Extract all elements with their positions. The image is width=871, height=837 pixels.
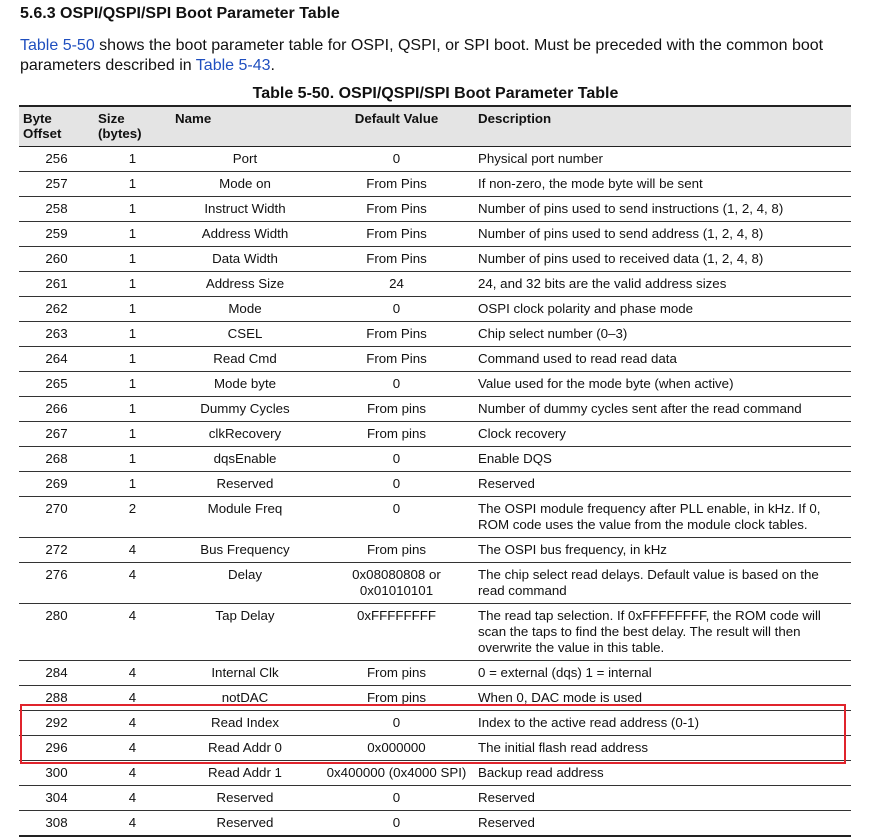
- section-heading: 5.6.3 OSPI/QSPI/SPI Boot Parameter Table: [20, 5, 340, 22]
- cell-offset: 256: [19, 147, 94, 172]
- cell-size: 4: [94, 711, 171, 736]
- cell-name: Module Freq: [171, 497, 319, 538]
- cell-size: 4: [94, 736, 171, 761]
- intro-text-2: .: [270, 57, 275, 74]
- cell-size: 4: [94, 786, 171, 811]
- table-row: [19, 786, 851, 811]
- cell-offset: 260: [19, 247, 94, 272]
- cell-default: From Pins: [319, 322, 474, 347]
- cell-name: Instruct Width: [171, 197, 319, 222]
- cell-name: Read Cmd: [171, 347, 319, 372]
- cell-description: Value used for the mode byte (when active): [474, 372, 851, 397]
- table-row: [19, 661, 851, 686]
- table-5-43-link[interactable]: Table 5-43: [195, 57, 271, 74]
- cell-offset: 257: [19, 172, 94, 197]
- cell-default: 0xFFFFFFFF: [319, 604, 474, 661]
- cell-name: dqsEnable: [171, 447, 319, 472]
- cell-offset: 259: [19, 222, 94, 247]
- table-row: [19, 222, 851, 247]
- cell-offset: 276: [19, 563, 94, 604]
- table-row: [19, 447, 851, 472]
- cell-offset: 270: [19, 497, 94, 538]
- cell-offset: 272: [19, 538, 94, 563]
- cell-name: Port: [171, 147, 319, 172]
- cell-description: OSPI clock polarity and phase mode: [474, 297, 851, 322]
- col-header-description: Description: [474, 106, 851, 147]
- cell-size: 1: [94, 272, 171, 297]
- cell-description: Backup read address: [474, 761, 851, 786]
- cell-size: 1: [94, 297, 171, 322]
- cell-default: From pins: [319, 422, 474, 447]
- cell-description: Reserved: [474, 786, 851, 811]
- cell-name: Reserved: [171, 786, 319, 811]
- col-header-offset: Byte Offset: [19, 106, 94, 147]
- cell-description: Command used to read read data: [474, 347, 851, 372]
- cell-offset: 263: [19, 322, 94, 347]
- table-row: [19, 497, 851, 538]
- cell-default: 0x000000: [319, 736, 474, 761]
- table-row: [19, 147, 851, 172]
- table-row: [19, 397, 851, 422]
- cell-default: 0: [319, 297, 474, 322]
- cell-offset: 267: [19, 422, 94, 447]
- cell-description: If non-zero, the mode byte will be sent: [474, 172, 851, 197]
- cell-offset: 261: [19, 272, 94, 297]
- cell-description: Chip select number (0–3): [474, 322, 851, 347]
- cell-default: From Pins: [319, 347, 474, 372]
- table-row: [19, 811, 851, 837]
- cell-description: Enable DQS: [474, 447, 851, 472]
- cell-size: 1: [94, 347, 171, 372]
- cell-default: 0: [319, 372, 474, 397]
- cell-size: 4: [94, 538, 171, 563]
- table-row: [19, 197, 851, 222]
- cell-size: 1: [94, 197, 171, 222]
- cell-description: 0 = external (dqs) 1 = internal: [474, 661, 851, 686]
- cell-name: Reserved: [171, 811, 319, 837]
- boot-parameter-table: [19, 105, 851, 837]
- cell-default: From Pins: [319, 197, 474, 222]
- cell-offset: 284: [19, 661, 94, 686]
- cell-name: Delay: [171, 563, 319, 604]
- intro-paragraph: [20, 36, 850, 76]
- table-row: [19, 538, 851, 563]
- cell-size: 1: [94, 147, 171, 172]
- cell-size: 4: [94, 661, 171, 686]
- cell-name: Mode: [171, 297, 319, 322]
- cell-name: Tap Delay: [171, 604, 319, 661]
- cell-size: 1: [94, 397, 171, 422]
- cell-name: Reserved: [171, 472, 319, 497]
- cell-default: 0: [319, 811, 474, 837]
- table-row: [19, 736, 851, 761]
- cell-offset: 258: [19, 197, 94, 222]
- cell-default: From pins: [319, 397, 474, 422]
- cell-offset: 308: [19, 811, 94, 837]
- cell-name: Address Size: [171, 272, 319, 297]
- col-header-name: Name: [171, 106, 319, 147]
- cell-description: The chip select read delays. Default value is based on the read command: [474, 563, 851, 604]
- cell-offset: 264: [19, 347, 94, 372]
- cell-default: 0: [319, 497, 474, 538]
- cell-description: Reserved: [474, 811, 851, 837]
- cell-name: Address Width: [171, 222, 319, 247]
- cell-offset: 266: [19, 397, 94, 422]
- cell-size: 1: [94, 447, 171, 472]
- cell-default: 24: [319, 272, 474, 297]
- cell-name: Read Addr 1: [171, 761, 319, 786]
- cell-default: From Pins: [319, 247, 474, 272]
- cell-size: 1: [94, 222, 171, 247]
- table-row: [19, 272, 851, 297]
- cell-size: 1: [94, 472, 171, 497]
- table-caption: Table 5-50. OSPI/QSPI/SPI Boot Parameter Table: [252, 85, 619, 102]
- cell-description: Index to the active read address (0-1): [474, 711, 851, 736]
- table-row: [19, 422, 851, 447]
- cell-size: 4: [94, 604, 171, 661]
- cell-description: 24, and 32 bits are the valid address sizes: [474, 272, 851, 297]
- intro-text-1: shows the boot parameter table for OSPI, QSPI, or SPI boot. Must be preceded with the common boot parameters described in: [20, 37, 824, 74]
- cell-offset: 262: [19, 297, 94, 322]
- table-row: [19, 372, 851, 397]
- cell-default: 0: [319, 711, 474, 736]
- cell-default: From pins: [319, 686, 474, 711]
- cell-default: 0: [319, 147, 474, 172]
- cell-description: Number of pins used to send address (1, 2, 4, 8): [474, 222, 851, 247]
- cell-description: The OSPI bus frequency, in kHz: [474, 538, 851, 563]
- cell-default: 0x400000 (0x4000 SPI): [319, 761, 474, 786]
- cell-size: 2: [94, 497, 171, 538]
- cell-description: Clock recovery: [474, 422, 851, 447]
- cell-description: The initial flash read address: [474, 736, 851, 761]
- cell-offset: 265: [19, 372, 94, 397]
- cell-size: 4: [94, 686, 171, 711]
- cell-name: clkRecovery: [171, 422, 319, 447]
- cell-offset: 269: [19, 472, 94, 497]
- table-row: [19, 247, 851, 272]
- table-row: [19, 347, 851, 372]
- cell-default: 0x08080808 or 0x01010101: [319, 563, 474, 604]
- cell-name: CSEL: [171, 322, 319, 347]
- table-row: [19, 472, 851, 497]
- cell-description: The read tap selection. If 0xFFFFFFFF, the ROM code will scan the taps to find the best delay. The result will then overwrite the value in this table.: [474, 604, 851, 661]
- cell-size: 1: [94, 247, 171, 272]
- cell-default: From pins: [319, 661, 474, 686]
- table-row: [19, 297, 851, 322]
- table-5-50-link[interactable]: Table 5-50: [20, 37, 95, 54]
- cell-name: Mode byte: [171, 372, 319, 397]
- cell-size: 1: [94, 322, 171, 347]
- cell-size: 1: [94, 372, 171, 397]
- cell-default: From Pins: [319, 222, 474, 247]
- cell-offset: 292: [19, 711, 94, 736]
- cell-description: Number of pins used to received data (1, 2, 4, 8): [474, 247, 851, 272]
- cell-offset: 300: [19, 761, 94, 786]
- cell-offset: 304: [19, 786, 94, 811]
- table-row: [19, 761, 851, 786]
- cell-name: Mode on: [171, 172, 319, 197]
- table-row: [19, 172, 851, 197]
- cell-offset: 280: [19, 604, 94, 661]
- cell-default: 0: [319, 447, 474, 472]
- cell-offset: 268: [19, 447, 94, 472]
- cell-name: Internal Clk: [171, 661, 319, 686]
- cell-description: Reserved: [474, 472, 851, 497]
- table-row: [19, 686, 851, 711]
- cell-default: From Pins: [319, 172, 474, 197]
- cell-name: Dummy Cycles: [171, 397, 319, 422]
- table-row: [19, 711, 851, 736]
- cell-name: Read Index: [171, 711, 319, 736]
- cell-size: 4: [94, 811, 171, 837]
- cell-name: Data Width: [171, 247, 319, 272]
- cell-size: 4: [94, 563, 171, 604]
- cell-name: Bus Frequency: [171, 538, 319, 563]
- cell-description: Number of pins used to send instructions (1, 2, 4, 8): [474, 197, 851, 222]
- table-row: [19, 563, 851, 604]
- cell-description: Number of dummy cycles sent after the read command: [474, 397, 851, 422]
- col-header-default: Default Value: [319, 106, 474, 147]
- cell-size: 4: [94, 761, 171, 786]
- table-row: [19, 322, 851, 347]
- table-row: [19, 604, 851, 661]
- cell-size: 1: [94, 172, 171, 197]
- cell-default: 0: [319, 786, 474, 811]
- cell-name: Read Addr 0: [171, 736, 319, 761]
- table-header-row: [19, 106, 851, 147]
- cell-description: When 0, DAC mode is used: [474, 686, 851, 711]
- cell-size: 1: [94, 422, 171, 447]
- cell-default: From pins: [319, 538, 474, 563]
- cell-name: notDAC: [171, 686, 319, 711]
- cell-default: 0: [319, 472, 474, 497]
- col-header-size: Size (bytes): [94, 106, 171, 147]
- cell-offset: 288: [19, 686, 94, 711]
- cell-description: The OSPI module frequency after PLL enable, in kHz. If 0, ROM code uses the value from the module clock tables.: [474, 497, 851, 538]
- cell-offset: 296: [19, 736, 94, 761]
- cell-description: Physical port number: [474, 147, 851, 172]
